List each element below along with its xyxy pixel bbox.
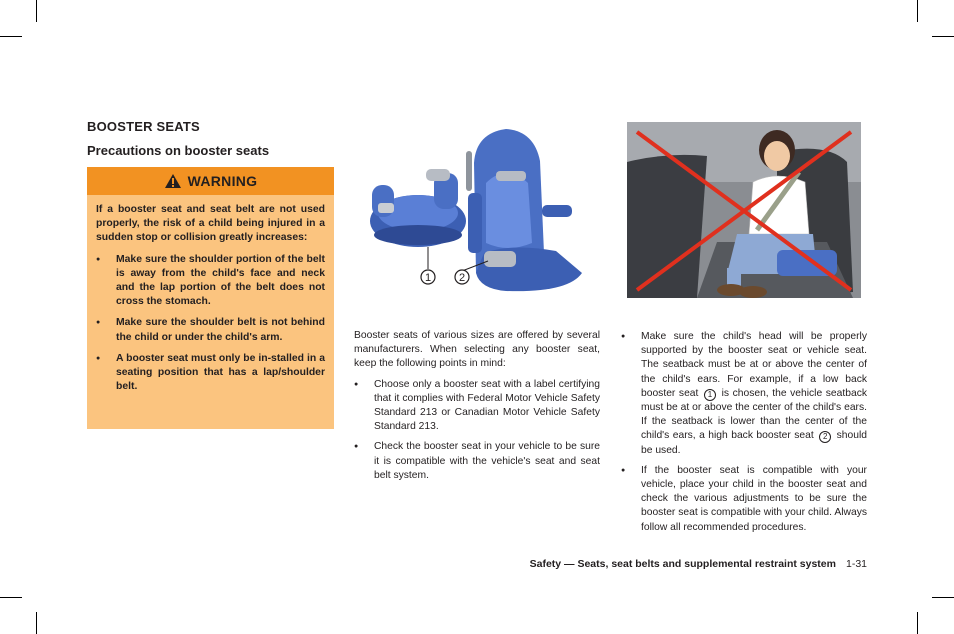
callout-2-label: 2 [458,272,466,284]
warning-box [87,167,334,429]
callout-1 [421,247,435,284]
crop-mark [932,597,954,598]
middle-item: ● Check the booster seat in your vehicle to be sure it is compatible with the vehicle's seat and seat belt system. [354,440,600,483]
warning-label: WARNING [187,173,258,189]
right-item: ● If the booster seat is compatible with your vehicle, place your child in the booster seat and check the various adjustments to be sure the booster seat is compatible with your child. Always follow all recommended procedures. [621,464,867,535]
warning-item: ● A booster seat must only be in-stalled in a seating position that has a lap/shoulder belt. [96,352,325,395]
crop-mark [0,597,22,598]
footer-section: Safety — Seats, seat belts and supplemental restraint system [529,558,836,570]
middle-intro: Booster seats of various sizes are offered by several manufacturers. When selecting any booster seat, keep the following points in mind: [354,330,600,370]
crop-mark [917,612,918,634]
middle-list [354,378,600,483]
low-back-booster-seat [370,169,466,247]
booster-seats-illustration [356,123,600,299]
crop-mark [36,612,37,634]
crop-mark [0,36,22,37]
middle-column [354,329,600,489]
page-footer [400,558,867,570]
incorrect-usage-illustration [627,122,861,298]
warning-list [96,253,325,395]
right-list [621,330,867,535]
warning-body [87,195,334,394]
page-number: 1-31 [845,558,867,570]
warning-item: ● Make sure the shoulder portion of the belt is away from the child's face and neck and the lap portion of the belt does not cross the stomach. [96,253,325,310]
warning-header [87,167,334,195]
right-column [621,330,867,541]
right-item-text: should be used. [641,430,867,456]
ref-1-circle: 1 [704,389,716,401]
warning-intro: If a booster seat and seat belt are not used properly, the risk of a child being injured in a sudden stop or collision greatly increases: [96,204,325,244]
right-item-text: is chosen, the vehicle seatback must be at or above the center of the child's ears. If the seatback is lower than the center of the child's ears, a high back booster seat [641,387,867,442]
crop-mark [917,0,918,22]
warning-item: ● Make sure the shoulder belt is not behind the child or under the child's arm. [96,316,325,344]
crop-mark [36,0,37,22]
sub-title: Precautions on booster seats [87,143,270,158]
high-back-booster-seat [466,129,582,291]
callout-1-label: 1 [424,272,432,284]
section-title: BOOSTER SEATS [87,119,200,134]
middle-item: ● Choose only a booster seat with a label certifying that it complies with Federal Motor Vehicle Safety Standard 213 or Canadian Motor Vehicle Safety Standard 213. [354,378,600,435]
ref-2-circle: 2 [819,431,831,443]
right-item-text: Make sure the child's head will be properly supported by the booster seat or vehicle seat. The seatback must be at or above the center of the child's ears. For example, if a low back booster seat [641,331,867,399]
crop-mark [932,36,954,37]
right-item [621,330,867,458]
warning-triangle-icon [164,173,182,189]
